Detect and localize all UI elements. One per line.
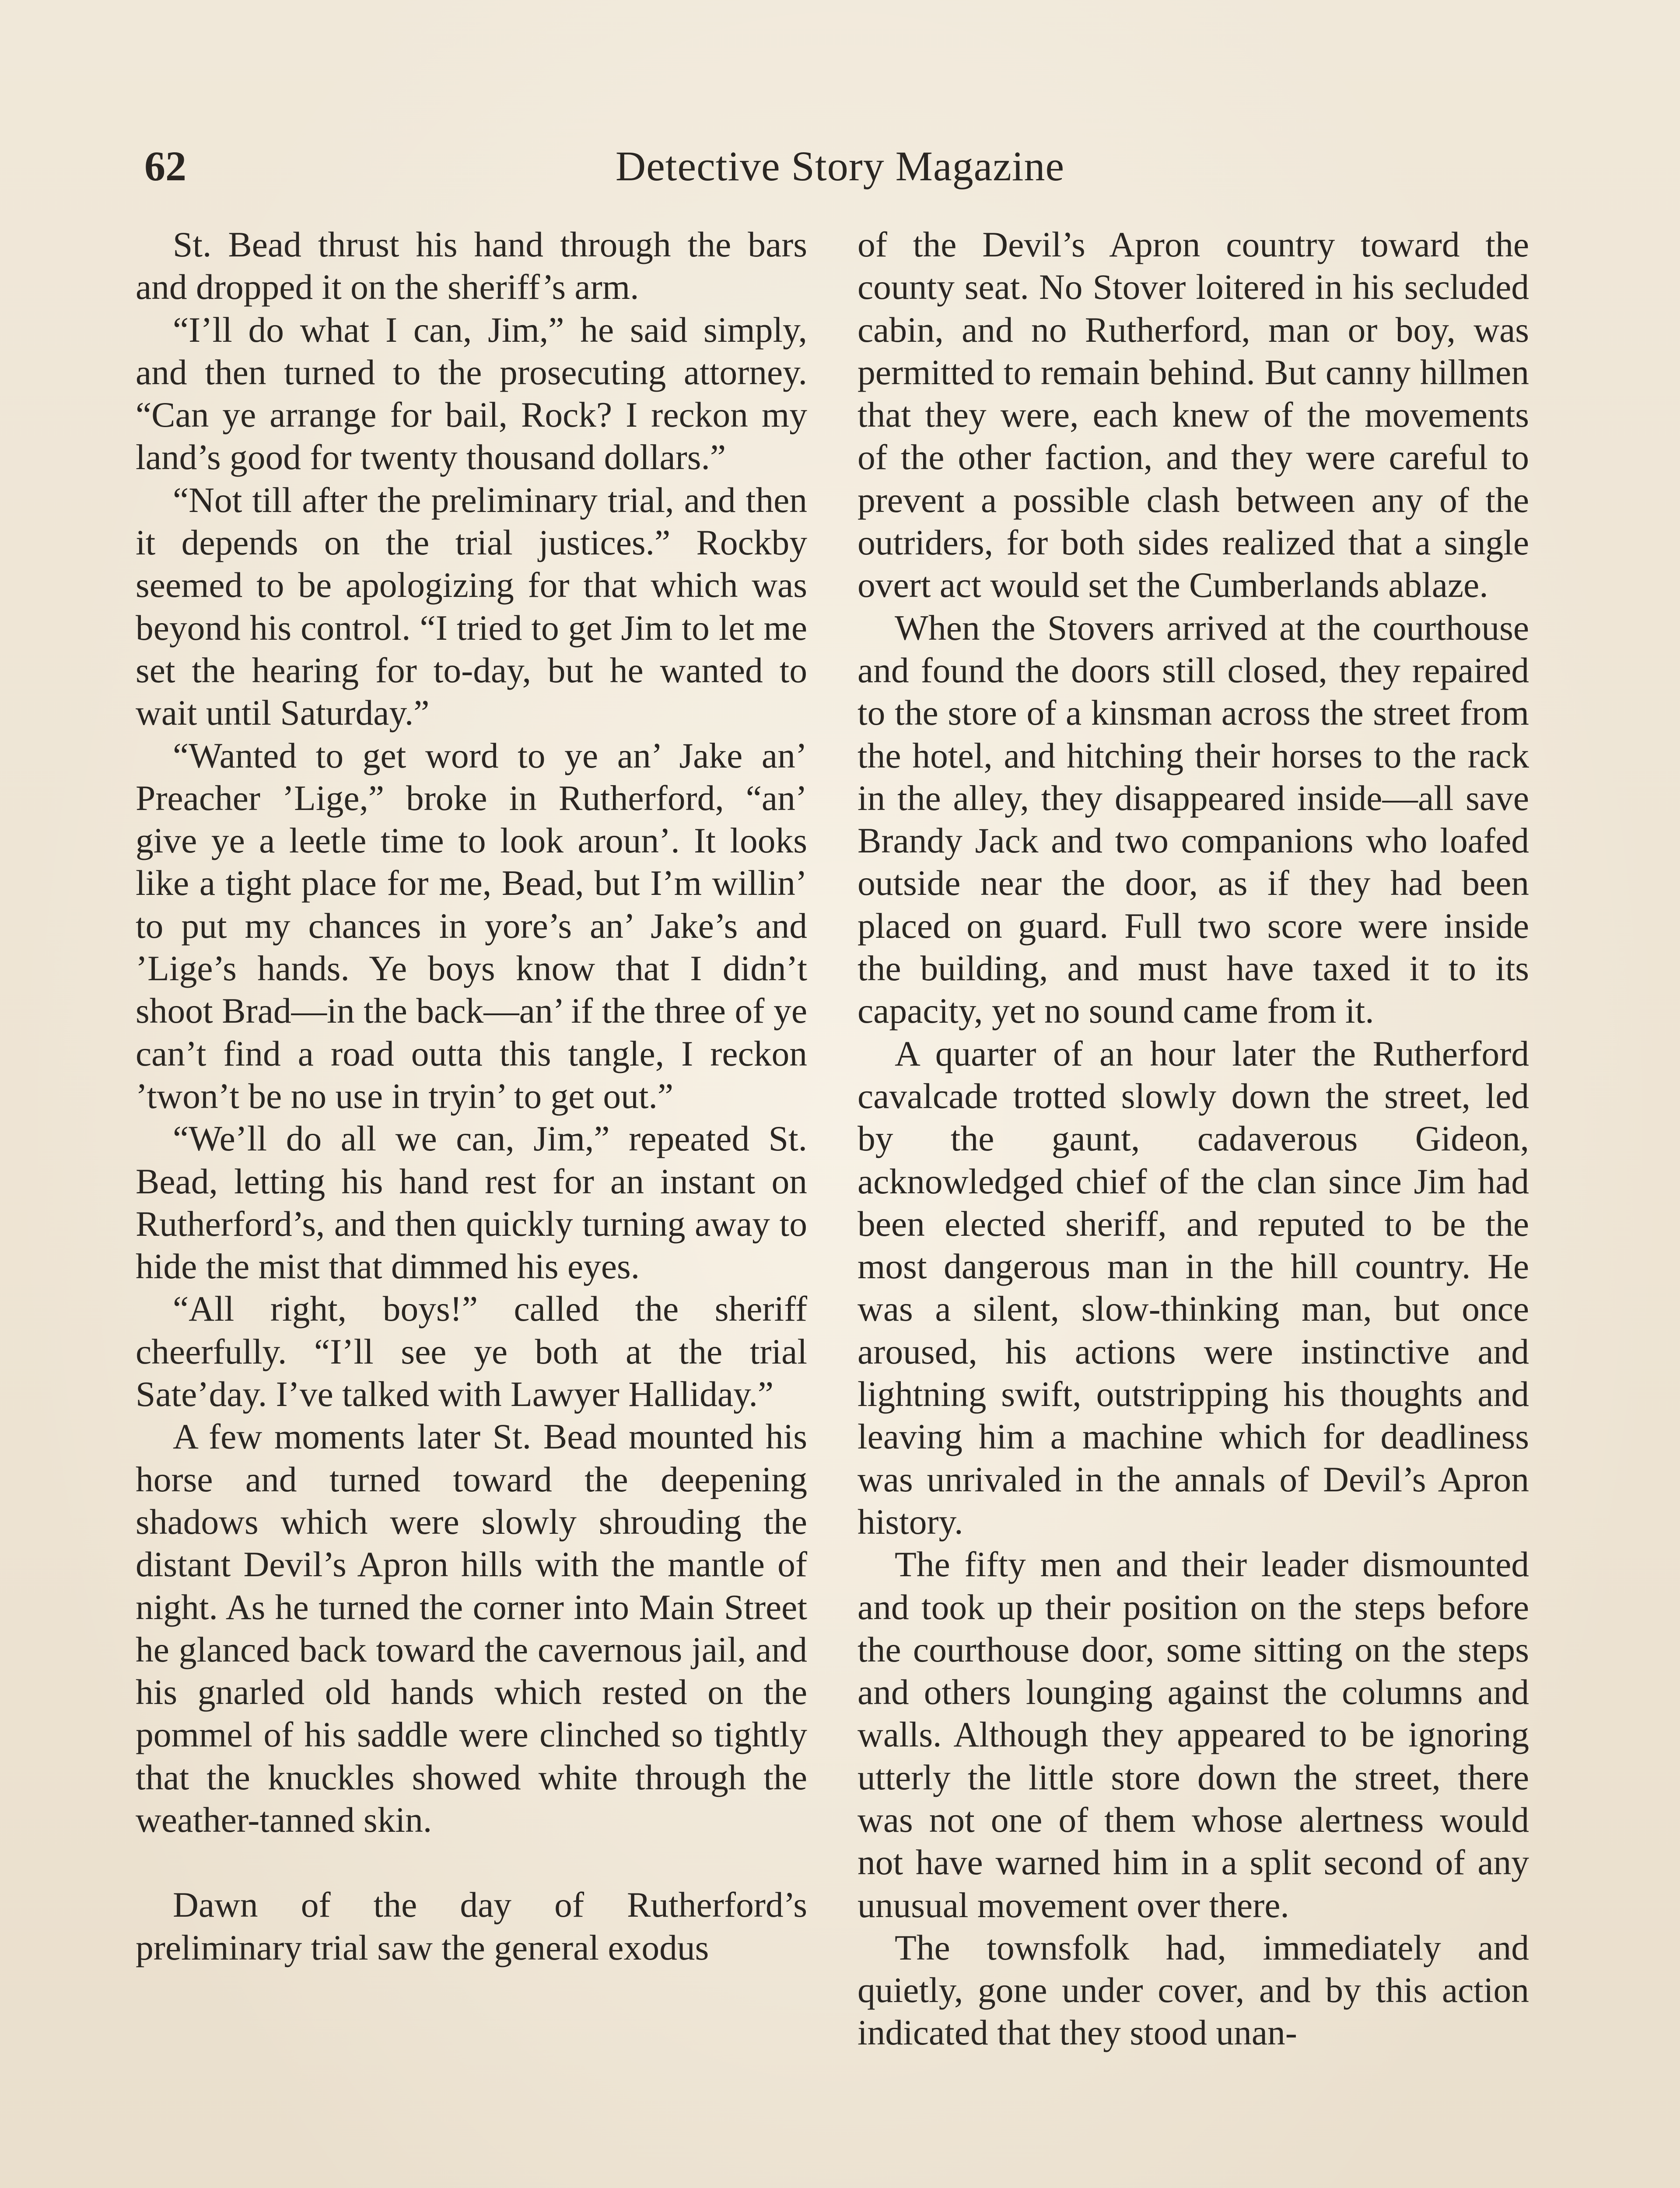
running-title: Detective Story Magazine — [615, 143, 1065, 189]
left-column — [136, 223, 807, 1969]
paragraph: “We’ll do all we can, Jim,” repeated St. Bead, letting his hand rest for an instant on Rutherford’s, and then quickly turning away to hide the mist that dimmed his eyes. — [136, 1119, 807, 1287]
paragraph: “I’ll do what I can, Jim,” he said simply, and then turned to the prosecuting attorney. “Can ye arrange for bail, Rock? I reckon my land’s good for twenty thousand dollars.” — [136, 309, 807, 477]
right-column — [858, 223, 1529, 2054]
page-number: 62 — [144, 143, 186, 189]
paragraph: “Wanted to get word to ye an’ Jake an’ Preacher ’Lige,” broke in Rutherford, “an’ give ye a leetle time to look aroun’. It looks like a tight place for me, Bead, but I’m willin’ to put my chances in yore’s an’ Jake’s and ’Lige’s hands. Ye boys know that I didn’t shoot Brad—in the back—an’ if the three of ye can’t find a road outta this tangle, I reckon ’twon’t be no use in tryin’ to get out.” — [136, 735, 807, 1116]
paragraph: “Not till after the preliminary trial, and then it depends on the trial justices.” Rockby seemed to be apologizing for that which was beyond his control. “I tried to get Jim to let me set the hearing for to-day, but he wanted to wait until Saturday.” — [136, 480, 807, 733]
paragraph: of the Devil’s Apron country toward the county seat. No Stover loitered in his secluded cabin, and no Rutherford, man or boy, was permitted to remain behind. But canny hillmen that they were, each knew of the movements of the other faction, and they were careful to prevent a possible clash between any of the outriders, for both sides realized that a single overt act would set the Cumberlands ablaze. — [858, 224, 1529, 605]
page-header — [144, 131, 1536, 201]
paragraph: The townsfolk had, immediately and quietly, gone under cover, and by this action indicated that they stood unan- — [858, 1927, 1529, 2053]
paragraph: A few moments later St. Bead mounted his horse and turned toward the deepening shadows which were slowly shrouding the distant Devil’s Apron hills with the mantle of night. As he turned the corner into Main Street he glanced back toward the cavernous jail, and his gnarled old hands which rested on the pommel of his saddle were clinched so tightly that the knuckles showed white through the weather-tanned skin. — [136, 1417, 807, 1840]
paragraph: A quarter of an hour later the Rutherford cavalcade trotted slowly down the street, led by the gaunt, cadaverous Gideon, acknowledged chief of the clan since Jim had been elected sheriff, and reputed to be the most dangerous man in the hill country. He was a silent, slow-thinking man, but once aroused, his actions were instinctive and lightning swift, outstripping his thoughts and leaving him a machine which for deadliness was unrivaled in the annals of Devil’s Apron history. — [858, 1033, 1529, 1542]
paragraph: St. Bead thrust his hand through the bars and dropped it on the sheriff’s arm. — [136, 224, 807, 307]
paragraph: The fifty men and their leader dismounted and took up their position on the steps before the courthouse door, some sitting on the steps and others lounging against the columns and walls. Although they appeared to be ignoring utterly the little store down the street, there was not one of them whose alertness would not have warned him in a split second of any unusual movement over there. — [858, 1544, 1529, 1925]
paragraph: Dawn of the day of Rutherford’s preliminary trial saw the general exodus — [136, 1885, 807, 1967]
paragraph: “All right, boys!” called the sheriff cheerfully. “I’ll see ye both at the trial Sate’day. I’ve talked with Lawyer Halliday.” — [136, 1289, 807, 1414]
paragraph: When the Stovers arrived at the courthouse and found the doors still closed, they repaired to the store of a kinsman across the street from the hotel, and hitching their horses to the rack in the alley, they disappeared inside—all save Brandy Jack and two companions who loafed outside near the door, as if they had been placed on guard. Full two score were inside the building, and must have taxed it to its capacity, yet no sound came from it. — [858, 607, 1529, 1031]
